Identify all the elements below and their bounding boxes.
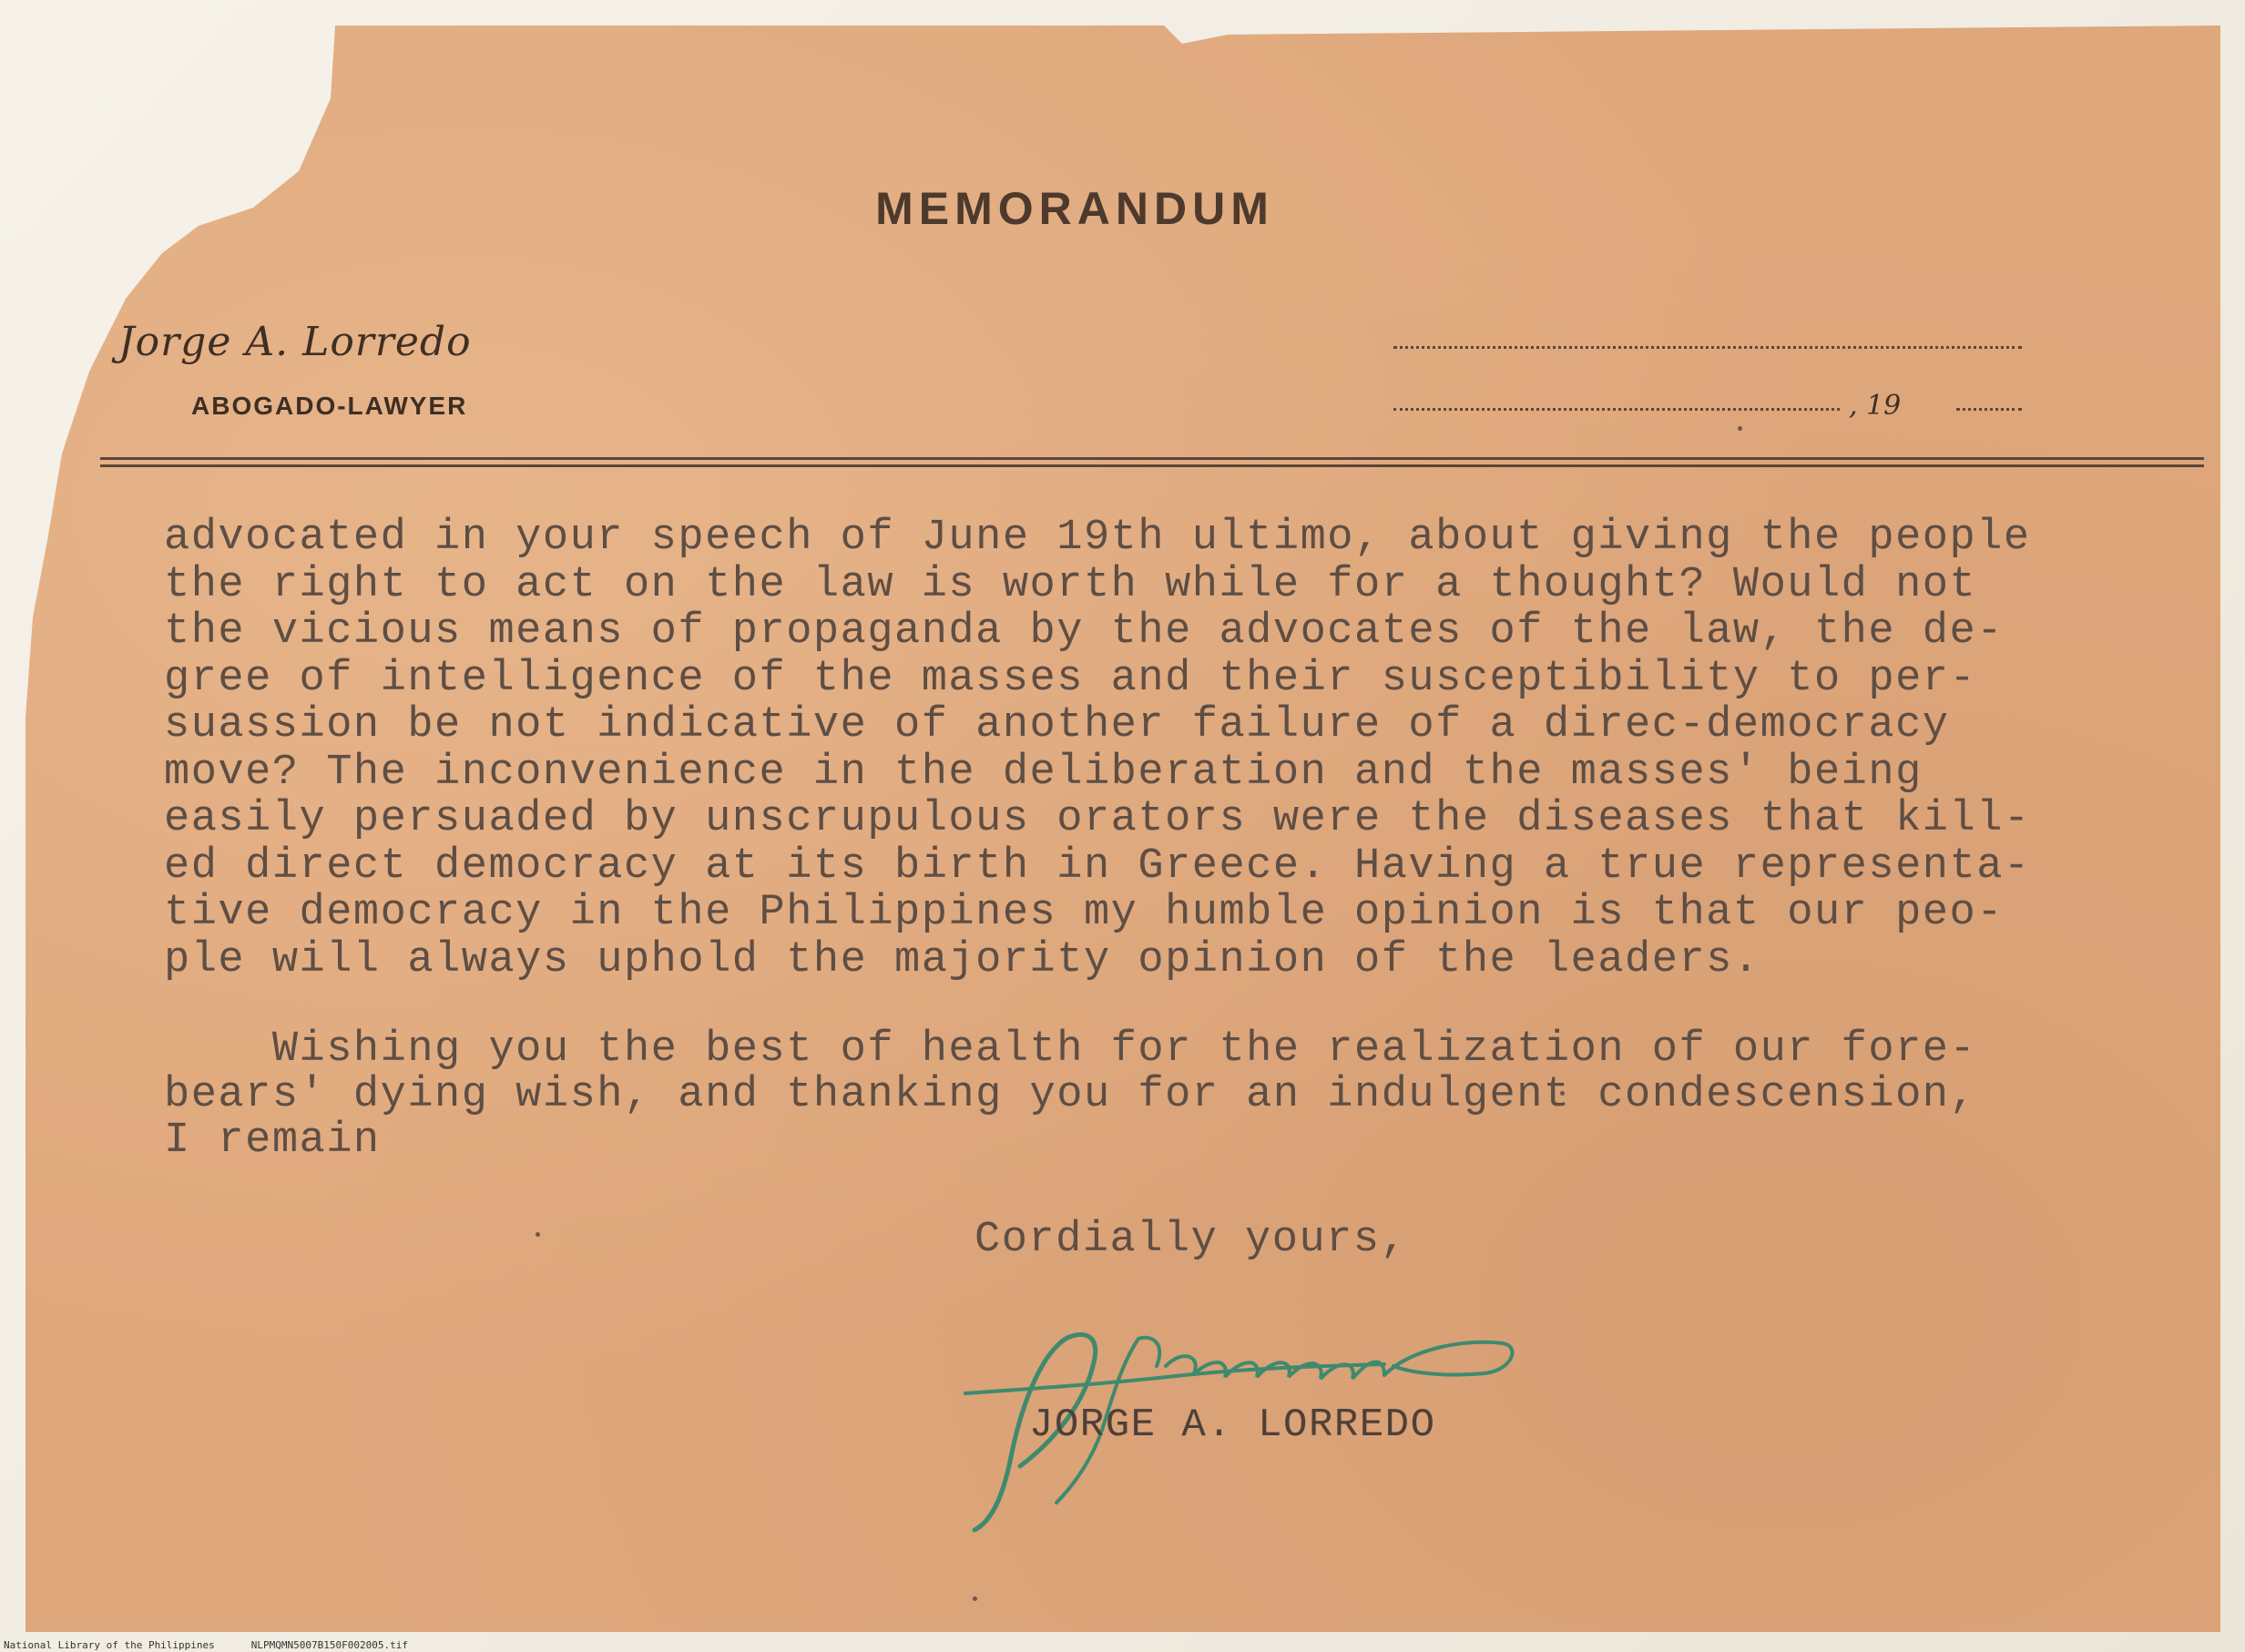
- paper-speck: [1738, 426, 1742, 431]
- body-line: Wishing you the best of health for the realization of our fore-: [164, 1025, 1977, 1074]
- date-year-prefix: , 19: [1849, 390, 1902, 422]
- body-paragraph-2: [164, 1027, 1976, 1164]
- paper-speck: [973, 1596, 977, 1601]
- footer-file-name: NLPMQMN5007B150F002005.tif: [250, 1639, 408, 1651]
- body-line: easily persuaded by unscrupulous orators were the diseases that kill-: [164, 795, 2031, 843]
- date-line-bottom: [1393, 408, 1840, 411]
- typed-signature-name: JORGE A. LORREDO: [1029, 1402, 1436, 1448]
- body-line: bears' dying wish, and thanking you for an indulgent condescension,: [164, 1071, 1977, 1119]
- body-line: the vicious means of propaganda by the advocates of the law, the de-: [164, 607, 2004, 656]
- date-year-line: [1956, 408, 2022, 411]
- body-line: suassion be not indicative of another failure of a direc-democracy: [164, 701, 1950, 750]
- memo-title: MEMORANDUM: [875, 183, 1274, 234]
- footer-institution: National Library of the Philippines: [4, 1639, 215, 1651]
- body-line: I remain: [164, 1117, 381, 1165]
- date-line-top: [1393, 346, 2022, 349]
- header-rule: [100, 464, 2204, 467]
- body-line: the right to act on the law is worth while for a thought? Would not: [164, 560, 1977, 609]
- letterhead-sender-title: ABOGADO-LAWYER: [191, 392, 468, 420]
- body-line: advocated in your speech of June 19th ultimo, about giving the people: [164, 514, 2031, 562]
- body-line: move? The inconvenience in the deliberation and the masses' being: [164, 748, 1923, 797]
- body-line: gree of intelligence of the masses and their susceptibility to per-: [164, 654, 1977, 703]
- header-rule: [100, 457, 2204, 460]
- closing-salutation: Cordially yours,: [975, 1216, 1408, 1264]
- body-paragraph-1: [164, 515, 2168, 984]
- body-line: ple will always uphold the majority opinion of the leaders.: [164, 935, 1760, 984]
- body-line: ed direct democracy at its birth in Greece. Having a true representa-: [164, 841, 2031, 891]
- body-line: tive democracy in the Philippines my humble opinion is that our peo-: [164, 889, 2004, 937]
- paper-speck: [536, 1232, 540, 1237]
- letterhead-sender-name: Jorge A. Lorredo: [118, 319, 472, 365]
- scan-footer-caption: [4, 1639, 444, 1651]
